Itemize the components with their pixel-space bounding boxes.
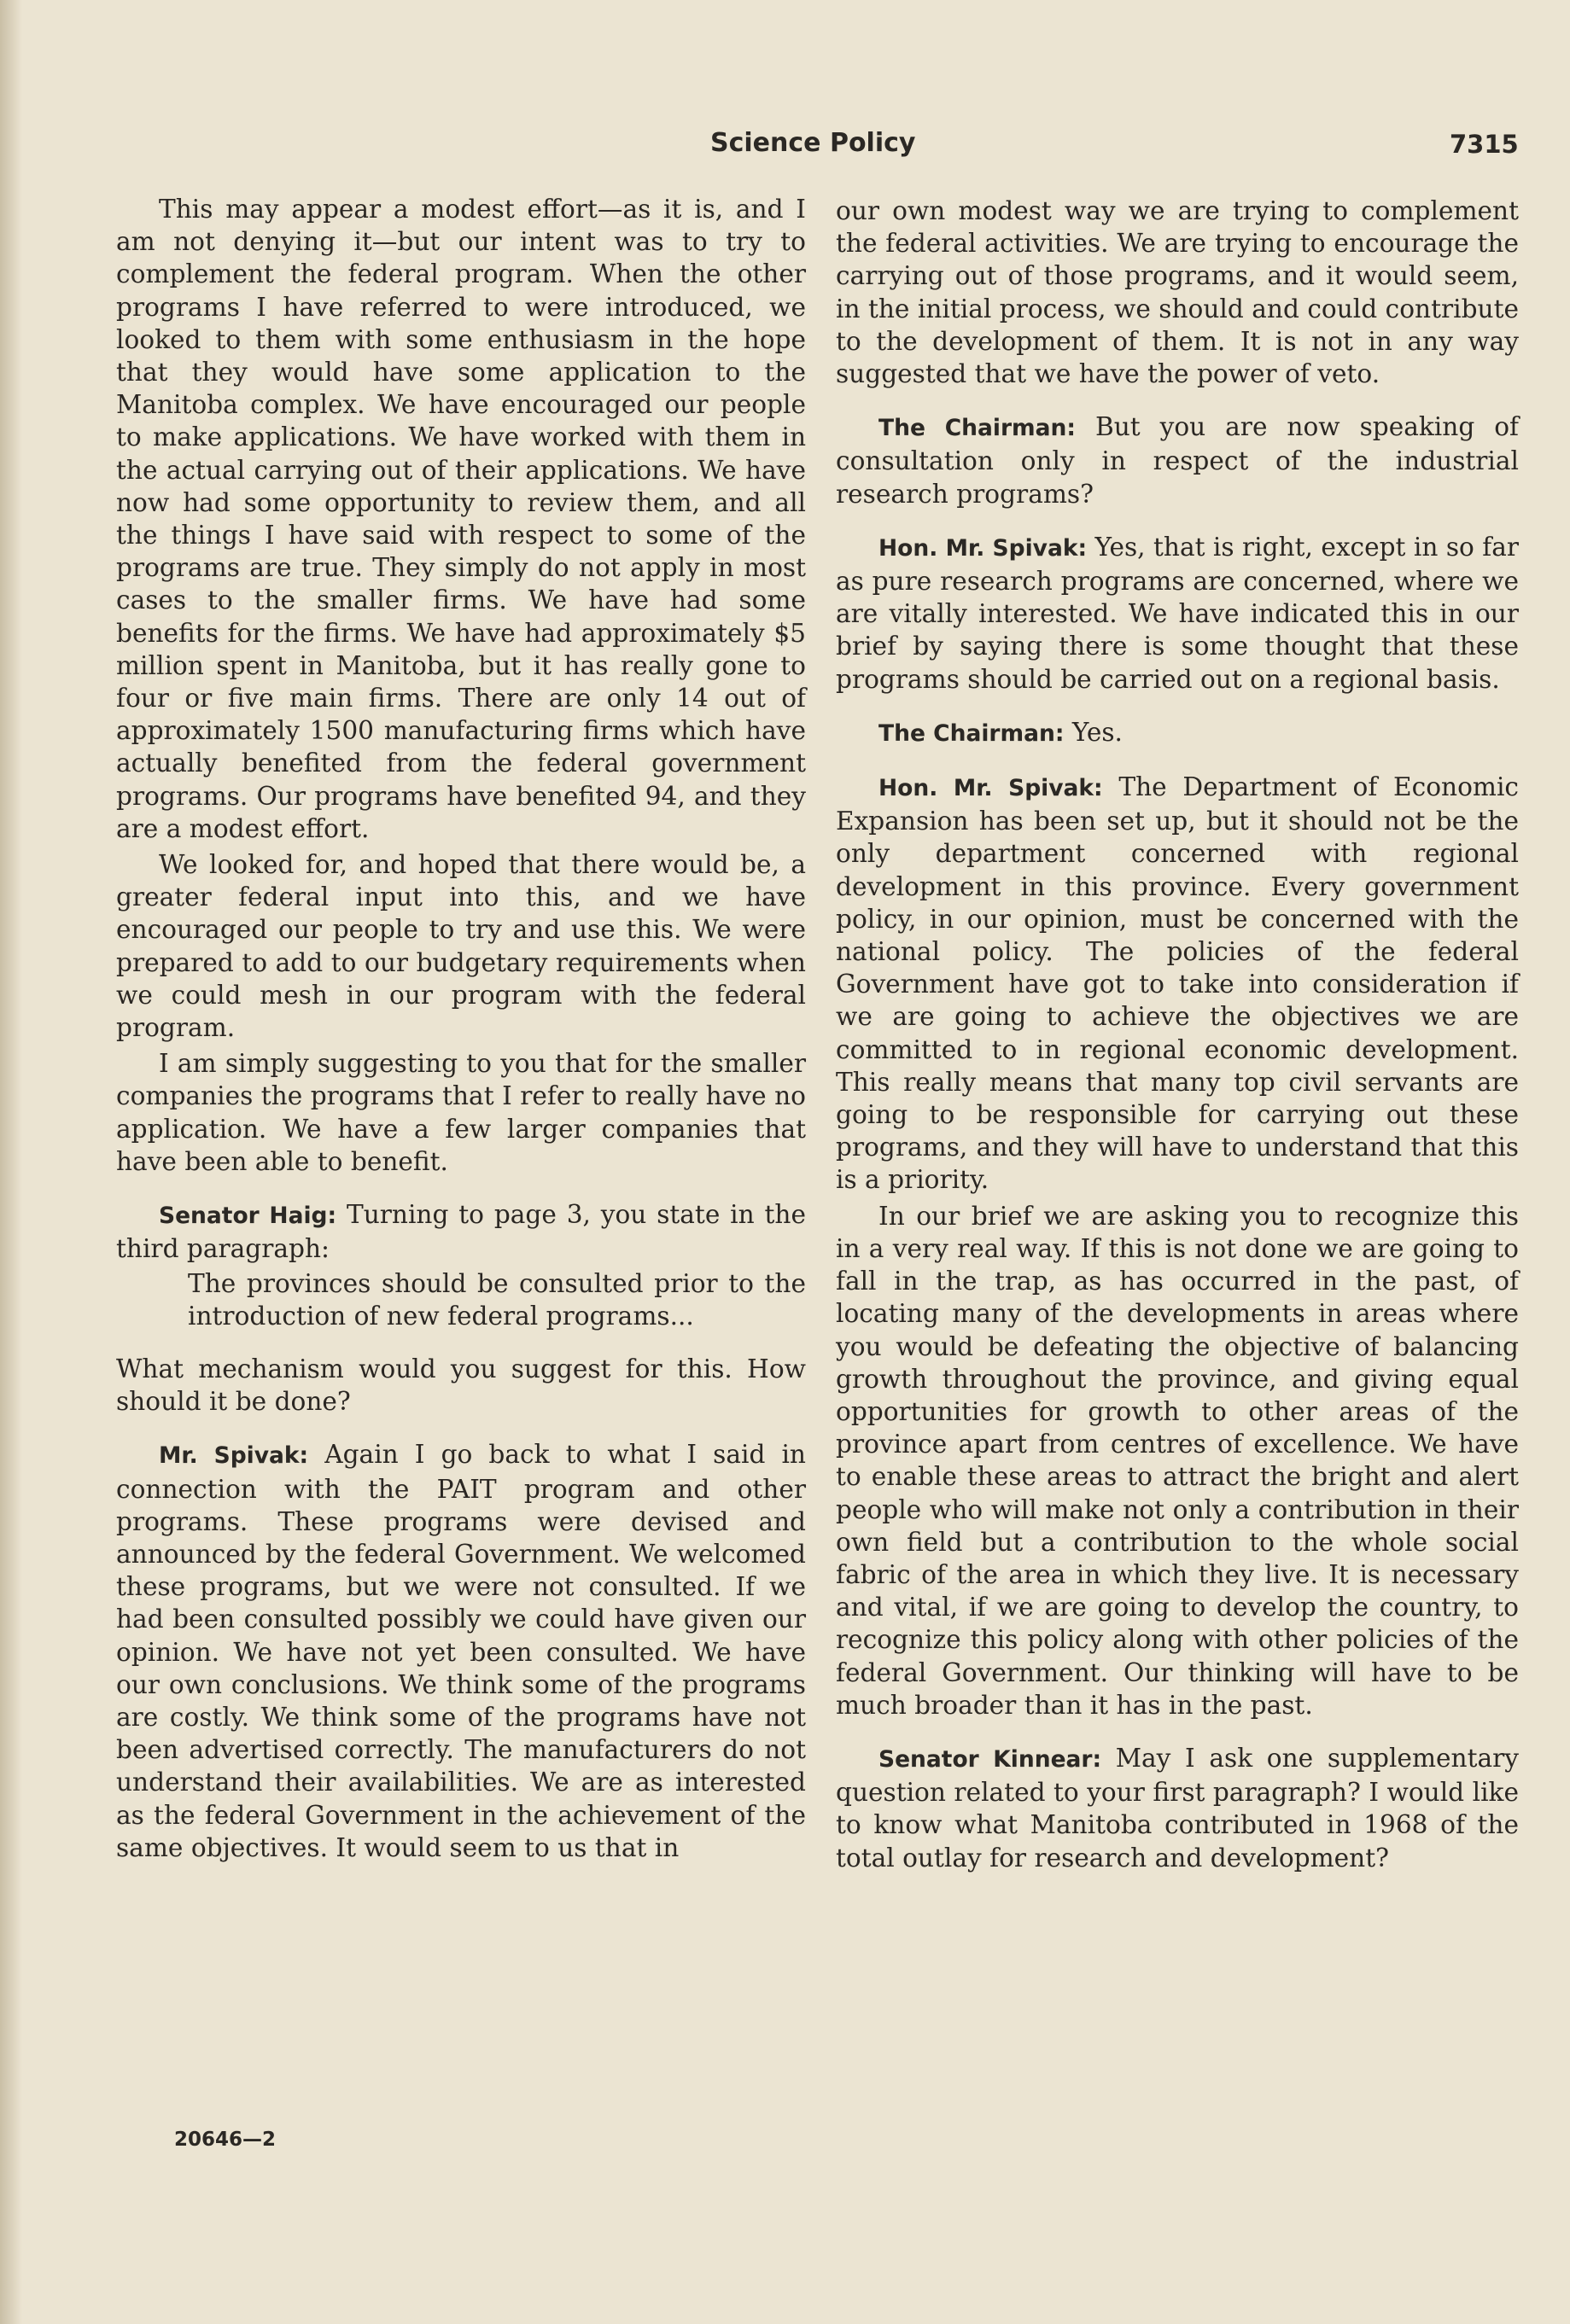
- speech-text: Yes, that is right, except in so far as pure research programs are concerned, where we are vitally interested. We have indicated this in our brief by saying there is some thought that these programs should be carried out on a regional basis.: [836, 532, 1520, 694]
- speech-text: The Department of Economic Expansion has been set up, but it should not be the only department concerned with regional development in this province. Every government policy, in our opinion, must be concerned with the national policy. The policies of the federal Government have got to take into consideration if we are going to achieve the objectives we are committed to in regional economic development. This really means that many top civil servants are going to be responsible for carrying out these programs, and they will have to understand that this is a priority.: [836, 772, 1520, 1195]
- paragraph: We looked for, and hoped that there would be, a greater federal input into this, and we have encouraged our people to try and use this. We were prepared to add to our budgetary requirements when we could mesh in our program with the federal program.: [116, 850, 806, 1043]
- speech-haig: [116, 1198, 806, 1265]
- right-column: [836, 195, 1519, 1874]
- page-binding-edge: [0, 0, 22, 2324]
- speech-spivak: [836, 771, 1519, 1197]
- running-header-title: Science Policy: [710, 128, 916, 158]
- speaker-name: The Chairman:: [878, 719, 1065, 747]
- page-number: 7315: [1450, 130, 1519, 159]
- speaker-name: The Chairman:: [878, 415, 1076, 442]
- paragraph: our own modest way we are trying to complement the federal activities. We are trying to encourage the carrying out of those programs, and it would seem, in the initial process, we should and could contribute to the development of them. It is not in any way suggested that we have the power of veto.: [836, 196, 1519, 389]
- speech-kinnear: [836, 1742, 1519, 1874]
- paragraph: I am simply suggesting to you that for the smaller companies the programs that I refer to really have no application. We have a few larger companies that have been able to benefit.: [116, 1049, 806, 1176]
- printer-code: 20646—2: [174, 2129, 277, 2151]
- left-column: [116, 193, 806, 1864]
- speech-chairman: [836, 411, 1519, 510]
- speech-text: May I ask one supplementary question related to your first paragraph? I would like to know what Manitoba contributed in 1968 of the total outlay for research and development?: [836, 1743, 1519, 1873]
- speaker-name: Senator Haig:: [159, 1203, 337, 1230]
- speech-spivak: [116, 1438, 806, 1864]
- speaker-name: Mr. Spivak:: [159, 1442, 309, 1470]
- speech-text: Again I go back to what I said in connection with the PAIT program and other programs. These programs were devised and announced by the federal Government. We welcomed these programs, but we were not consulted. If we had been consulted possibly we could have given our opinion. We have not yet been consulted. We have our own conclusions. We think some of the programs are costly. We think some of the programs have not been advertised correctly. The manufacturers do not understand their availabilities. We are as interested as the federal Government in the achievement of the same objectives. It would seem to us that in: [116, 1440, 806, 1862]
- speaker-name: Senator Kinnear:: [878, 1745, 1102, 1773]
- speech-text: But you are now speaking of consultation only in respect of the industrial research programs?: [836, 412, 1519, 509]
- speech-chairman: [836, 716, 1519, 750]
- paragraph: In our brief we are asking you to recognize this in a very real way. If this is not done we are going to fall in the trap, as has occurred in the past, of locating many of the developments in areas where you would be defeating the objective of balancing growth throughout the province, and giving equal opportunities for growth to other areas of the province apart from centres of excellence. We have to enable these areas to attract the bright and alert people who will make not only a contribution in their own field but a contribution to the whole social fabric of the area in which they live. It is necessary and vital, if we are going to develop the country, to recognize this policy along with other policies of the federal Government. Our thinking will have to be much broader than it has in the past.: [836, 1201, 1519, 1720]
- speech-text: Yes.: [1064, 717, 1123, 747]
- block-quote: The provinces should be consulted prior to the introduction of new federal programs...: [188, 1268, 806, 1331]
- paragraph: What mechanism would you suggest for this. How should it be done?: [116, 1354, 806, 1417]
- paragraph: This may appear a modest effort—as it is, and I am not denying it—but our intent was to try to complement the federal program. When the other programs I have referred to were introduced, we looked to them with some enthusiasm in the hope that they would have some application to the Manitoba complex. We have encouraged our people to make applications. We have worked with them in the actual carrying out of their applications. We have now had some opportunity to review them, and all the things I have said with respect to some of the programs are true. They simply do not apply in most cases to the smaller firms. We have had some benefits for the firms. We have had approximately $5 million spent in Manitoba, but it has really gone to four or five main firms. There are only 14 out of approximately 1500 manufacturing firms which have actually benefited from the federal government programs. Our programs have benefited 94, and they are a modest effort.: [116, 195, 806, 843]
- speaker-name: Hon. Mr. Spivak:: [878, 775, 1103, 802]
- speech-text: Turning to page 3, you state in the third paragraph:: [116, 1200, 807, 1264]
- speech-spivak: [836, 531, 1519, 696]
- speaker-name: Hon. Mr. Spivak:: [878, 534, 1088, 562]
